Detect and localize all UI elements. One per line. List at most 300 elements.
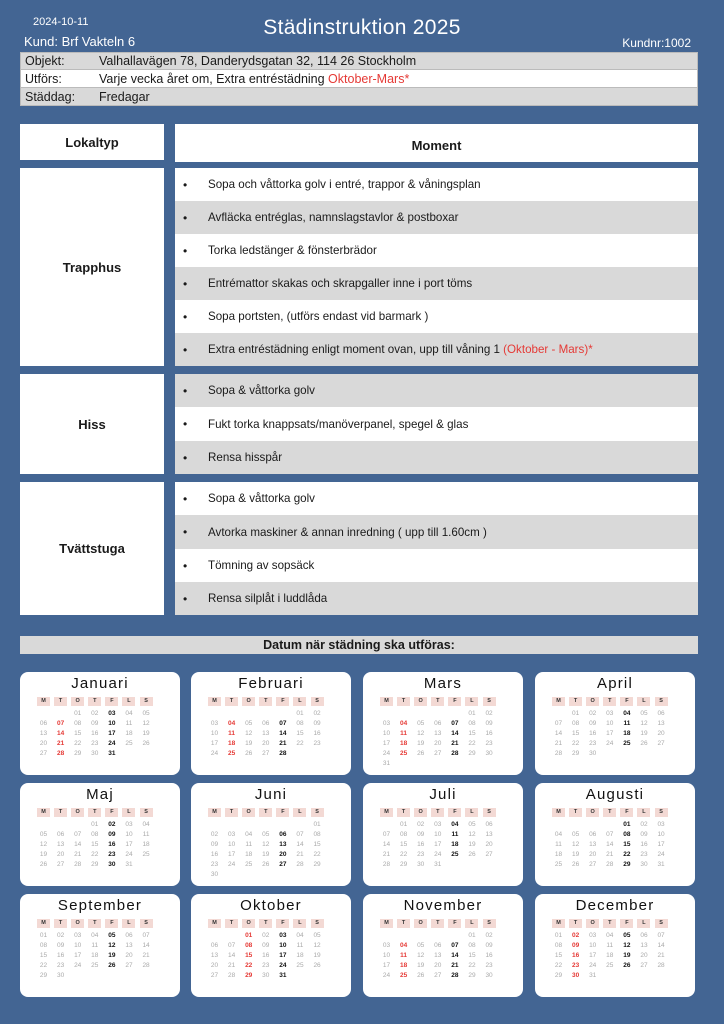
day-cell: 11 <box>245 841 253 848</box>
day-cell: 16 <box>417 841 425 848</box>
day-cell: 05 <box>468 821 476 828</box>
weekday-header <box>380 919 500 928</box>
weekday-label: F <box>448 697 461 706</box>
utfors-label: Utförs: <box>25 71 62 86</box>
month-calendar <box>20 894 180 997</box>
day-cell <box>380 709 393 719</box>
day-cell: 11 <box>228 730 236 737</box>
day-cell: 31 <box>589 972 597 979</box>
day-cell: 06 <box>262 720 270 727</box>
day-cell: 24 <box>434 851 442 858</box>
day-cell: 26 <box>571 861 580 868</box>
day-cell <box>293 971 306 981</box>
bullet-icon: • <box>183 309 188 324</box>
weekday-label: T <box>603 697 616 706</box>
day-cell: 10 <box>589 942 597 949</box>
day-cell: 15 <box>399 841 408 848</box>
day-cell <box>71 820 84 830</box>
weekday-label: T <box>603 919 616 928</box>
staddag-label: Städdag: <box>25 89 76 104</box>
week-row <box>552 971 672 981</box>
day-cell: 05 <box>417 942 425 949</box>
day-cell: 02 <box>210 831 219 838</box>
day-cell: 21 <box>227 962 236 969</box>
weekday-label: O <box>242 919 255 928</box>
day-cell <box>431 759 444 769</box>
day-cell <box>552 820 565 830</box>
day-cell <box>311 749 324 759</box>
day-cell <box>225 820 238 830</box>
week-row <box>380 729 500 739</box>
week-row <box>208 820 328 830</box>
day-cell: 24 <box>108 740 116 747</box>
day-cell: 01 <box>554 932 563 939</box>
day-cell <box>569 820 582 830</box>
day-cell: 25 <box>399 750 408 757</box>
day-cell <box>242 709 255 719</box>
day-cell: 17 <box>108 730 116 737</box>
day-cell: 16 <box>589 730 597 737</box>
day-cell: 09 <box>571 942 580 949</box>
day-cell: 13 <box>262 730 270 737</box>
weekday-label: T <box>54 808 67 817</box>
day-cell: 05 <box>417 720 425 727</box>
day-grid <box>380 931 500 981</box>
week-row <box>208 719 328 729</box>
day-cell <box>620 749 633 759</box>
day-cell: 03 <box>382 942 391 949</box>
day-cell: 23 <box>313 740 321 747</box>
day-cell: 22 <box>571 740 580 747</box>
week-row <box>552 840 672 850</box>
day-cell <box>88 971 101 981</box>
day-cell: 13 <box>434 730 442 737</box>
week-row <box>380 749 500 759</box>
month-calendar <box>535 783 695 886</box>
day-cell: 09 <box>640 831 648 838</box>
month-name: November <box>403 897 483 914</box>
weekday-label: T <box>397 919 410 928</box>
week-row <box>380 719 500 729</box>
day-cell: 25 <box>245 861 253 868</box>
day-cell: 08 <box>313 831 321 838</box>
weekday-header <box>37 697 157 706</box>
day-cell: 07 <box>554 720 563 727</box>
day-cell: 20 <box>39 740 48 747</box>
week-row <box>208 961 328 971</box>
month-name: Mars <box>423 675 463 692</box>
day-cell: 08 <box>91 831 99 838</box>
day-cell: 04 <box>623 710 631 717</box>
bullet-icon: • <box>183 243 188 258</box>
day-cell: 20 <box>640 952 648 959</box>
day-cell: 24 <box>74 962 82 969</box>
day-cell: 01 <box>623 821 631 828</box>
day-cell: 21 <box>142 952 150 959</box>
day-cell: 13 <box>657 720 665 727</box>
day-cell: 17 <box>606 730 614 737</box>
week-row <box>208 749 328 759</box>
day-cell: 16 <box>91 730 99 737</box>
weekday-label: M <box>208 697 221 706</box>
week-row <box>37 709 157 719</box>
day-cell: 15 <box>554 952 563 959</box>
month-calendar <box>535 672 695 775</box>
day-cell: 22 <box>313 851 321 858</box>
weekday-label: M <box>552 808 565 817</box>
day-cell: 11 <box>296 942 304 949</box>
day-cell: 23 <box>91 740 99 747</box>
bullet-icon: • <box>183 450 188 465</box>
day-cell: 30 <box>56 972 65 979</box>
weekday-label: T <box>397 697 410 706</box>
day-cell <box>225 870 238 880</box>
day-cell: 08 <box>399 831 408 838</box>
week-row <box>380 840 500 850</box>
day-cell: 09 <box>485 720 493 727</box>
day-cell: 30 <box>485 750 493 757</box>
day-cell: 27 <box>39 750 48 757</box>
utfors-red-text: Oktober-Mars* <box>328 71 410 86</box>
day-cell: 30 <box>210 871 219 878</box>
day-cell: 16 <box>485 952 493 959</box>
weekday-label: L <box>637 697 650 706</box>
day-cell: 31 <box>108 750 116 757</box>
day-cell: 02 <box>108 821 116 828</box>
day-cell: 01 <box>313 821 321 828</box>
month-name: Juni <box>254 786 288 803</box>
day-grid <box>208 820 328 880</box>
day-cell: 28 <box>554 750 563 757</box>
day-cell: 02 <box>417 821 425 828</box>
day-cell: 14 <box>56 730 65 737</box>
day-cell: 22 <box>468 740 476 747</box>
week-row <box>380 739 500 749</box>
weekday-header <box>552 697 672 706</box>
day-cell: 13 <box>640 942 648 949</box>
day-cell: 19 <box>39 851 48 858</box>
week-row <box>380 860 500 870</box>
day-cell: 02 <box>262 932 270 939</box>
week-row <box>552 739 672 749</box>
day-cell: 25 <box>142 851 150 858</box>
day-cell <box>448 860 461 870</box>
day-cell: 22 <box>74 740 82 747</box>
day-cell <box>311 971 324 981</box>
moment-item: • Rensa silplåt i luddlåda <box>175 582 698 615</box>
day-cell: 05 <box>39 831 48 838</box>
week-row <box>552 931 672 941</box>
bullet-icon: • <box>183 383 188 398</box>
day-cell <box>225 931 238 941</box>
day-cell: 17 <box>125 841 133 848</box>
weekday-label: M <box>37 919 50 928</box>
day-cell: 22 <box>245 962 253 969</box>
week-row <box>208 830 328 840</box>
day-cell: 24 <box>279 962 287 969</box>
day-cell: 07 <box>451 942 459 949</box>
day-cell: 25 <box>296 962 304 969</box>
day-cell <box>483 860 496 870</box>
day-cell: 14 <box>451 730 459 737</box>
day-cell: 20 <box>279 851 287 858</box>
customer-number: Kundnr:1002 <box>622 36 691 50</box>
day-cell: 21 <box>296 851 304 858</box>
week-row <box>552 719 672 729</box>
moment-item <box>175 333 698 366</box>
day-cell: 25 <box>606 962 614 969</box>
day-cell: 07 <box>279 720 287 727</box>
day-cell <box>140 971 153 981</box>
day-cell: 30 <box>91 750 99 757</box>
week-row <box>552 820 672 830</box>
day-cell: 19 <box>571 851 580 858</box>
day-cell: 13 <box>279 841 287 848</box>
weekday-label: T <box>569 919 582 928</box>
day-cell: 11 <box>125 720 133 727</box>
day-cell: 31 <box>279 972 287 979</box>
weekday-header <box>208 697 328 706</box>
day-cell: 01 <box>571 710 580 717</box>
week-row <box>37 951 157 961</box>
day-grid <box>37 709 157 759</box>
month-calendar <box>363 894 523 997</box>
day-cell: 18 <box>399 962 408 969</box>
day-cell: 03 <box>74 932 82 939</box>
day-cell <box>293 820 306 830</box>
weekday-label: M <box>208 919 221 928</box>
day-cell: 18 <box>606 952 614 959</box>
day-cell: 13 <box>589 841 597 848</box>
month-name: Juli <box>429 786 457 803</box>
day-cell <box>259 820 272 830</box>
week-row <box>37 820 157 830</box>
day-grid <box>380 709 500 769</box>
day-cell: 04 <box>91 932 99 939</box>
lokaltyp-trapphus: Trapphus <box>20 168 164 366</box>
day-cell: 23 <box>485 740 493 747</box>
day-cell: 25 <box>623 740 631 747</box>
week-row <box>37 850 157 860</box>
weekday-label: O <box>586 919 599 928</box>
weekday-label: S <box>311 697 324 706</box>
week-row <box>552 830 672 840</box>
day-cell: 28 <box>657 962 665 969</box>
day-cell <box>603 820 616 830</box>
day-cell: 04 <box>451 821 459 828</box>
week-row <box>208 840 328 850</box>
day-cell: 16 <box>571 952 580 959</box>
day-cell: 18 <box>554 851 563 858</box>
weekday-label: T <box>431 808 444 817</box>
day-cell: 27 <box>434 972 442 979</box>
day-cell: 09 <box>210 841 219 848</box>
day-cell: 01 <box>468 710 476 717</box>
day-cell: 30 <box>589 750 597 757</box>
day-cell: 07 <box>606 831 614 838</box>
week-row <box>37 860 157 870</box>
day-cell: 04 <box>554 831 563 838</box>
day-cell: 24 <box>210 750 219 757</box>
week-row <box>37 931 157 941</box>
day-cell: 22 <box>623 851 631 858</box>
weekday-header <box>552 919 672 928</box>
day-cell <box>483 759 496 769</box>
moment-item: • Tömning av sopsäck <box>175 549 698 582</box>
day-grid <box>380 820 500 870</box>
day-cell <box>414 709 427 719</box>
day-cell: 25 <box>91 962 99 969</box>
day-cell: 05 <box>108 932 116 939</box>
day-cell: 02 <box>485 932 493 939</box>
day-cell: 13 <box>434 952 442 959</box>
day-cell: 21 <box>606 851 614 858</box>
day-cell: 18 <box>451 841 459 848</box>
day-cell <box>208 931 221 941</box>
day-cell: 31 <box>434 861 442 868</box>
day-cell: 03 <box>108 710 116 717</box>
month-calendar <box>20 783 180 886</box>
day-cell: 30 <box>485 972 493 979</box>
day-cell: 26 <box>262 861 270 868</box>
day-cell: 02 <box>485 710 493 717</box>
day-cell: 20 <box>262 740 270 747</box>
day-cell <box>465 759 478 769</box>
moment-item: • Sopa och våttorka golv i entré, trappor & våningsplan <box>175 168 698 201</box>
day-cell: 26 <box>417 972 425 979</box>
weekday-label: T <box>88 919 101 928</box>
day-cell: 10 <box>606 720 614 727</box>
moment-item: • Avtorka maskiner & annan inredning ( upp till 1.60cm ) <box>175 515 698 549</box>
day-cell: 04 <box>296 932 304 939</box>
day-cell: 19 <box>468 841 476 848</box>
day-cell: 26 <box>108 962 116 969</box>
day-cell: 23 <box>589 740 597 747</box>
weekday-label: O <box>71 808 84 817</box>
day-cell: 19 <box>417 962 425 969</box>
moment-list-trapphus <box>175 168 698 366</box>
weekday-label: L <box>122 919 135 928</box>
day-cell: 06 <box>657 710 665 717</box>
day-cell <box>259 870 272 880</box>
day-cell: 27 <box>262 750 270 757</box>
day-cell: 27 <box>56 861 65 868</box>
day-cell: 08 <box>554 942 563 949</box>
day-cell: 27 <box>640 962 648 969</box>
day-cell <box>54 820 67 830</box>
day-cell: 14 <box>142 942 150 949</box>
week-row <box>380 961 500 971</box>
day-cell: 24 <box>227 861 236 868</box>
day-cell: 19 <box>108 952 116 959</box>
day-cell: 28 <box>227 972 236 979</box>
day-cell: 10 <box>74 942 82 949</box>
day-cell: 16 <box>56 952 65 959</box>
day-cell: 15 <box>571 730 580 737</box>
week-row <box>552 729 672 739</box>
info-row-staddag <box>20 88 698 106</box>
day-cell: 24 <box>606 740 614 747</box>
day-cell: 27 <box>210 972 219 979</box>
moment-item: • Sopa portsten, (utförs endast vid barmark ) <box>175 300 698 333</box>
day-cell <box>208 709 221 719</box>
day-cell <box>140 749 153 759</box>
day-cell: 11 <box>400 730 408 737</box>
week-row <box>37 971 157 981</box>
week-row <box>37 961 157 971</box>
weekday-header <box>208 808 328 817</box>
day-cell: 11 <box>451 831 459 838</box>
week-row <box>552 951 672 961</box>
day-cell: 23 <box>485 962 493 969</box>
weekday-label: L <box>465 808 478 817</box>
day-cell: 29 <box>39 972 48 979</box>
day-cell: 09 <box>56 942 65 949</box>
day-cell: 06 <box>434 942 442 949</box>
week-row <box>208 971 328 981</box>
day-cell: 26 <box>623 962 631 969</box>
weekday-label: M <box>208 808 221 817</box>
page-title: Städinstruktion 2025 <box>263 16 461 39</box>
day-cell <box>122 749 135 759</box>
weekday-label: F <box>276 808 289 817</box>
weekday-label: L <box>637 919 650 928</box>
bullet-icon: • <box>183 210 188 225</box>
day-cell: 21 <box>279 740 287 747</box>
month-name: December <box>575 897 655 914</box>
weekday-label: T <box>259 697 272 706</box>
day-cell: 19 <box>640 730 648 737</box>
day-cell <box>311 870 324 880</box>
day-cell: 15 <box>245 952 253 959</box>
day-cell <box>293 749 306 759</box>
bullet-icon: • <box>183 177 188 192</box>
weekday-label: S <box>311 808 324 817</box>
day-cell: 20 <box>589 851 597 858</box>
week-row <box>208 860 328 870</box>
day-cell: 03 <box>434 821 442 828</box>
week-row <box>380 820 500 830</box>
day-cell: 01 <box>245 932 253 939</box>
day-cell: 23 <box>56 962 65 969</box>
day-cell: 06 <box>589 831 597 838</box>
day-cell: 12 <box>108 942 116 949</box>
day-cell: 28 <box>451 750 459 757</box>
weekday-label: O <box>414 808 427 817</box>
day-cell: 29 <box>399 861 408 868</box>
bullet-icon: • <box>183 342 188 357</box>
day-cell: 03 <box>382 720 391 727</box>
day-cell: 06 <box>640 932 648 939</box>
day-cell: 14 <box>296 841 304 848</box>
day-cell <box>276 709 289 719</box>
month-calendar <box>191 783 351 886</box>
week-row <box>552 850 672 860</box>
day-cell: 15 <box>39 952 48 959</box>
day-cell: 30 <box>571 972 580 979</box>
day-cell: 04 <box>399 720 408 727</box>
day-cell: 12 <box>623 942 631 949</box>
day-cell: 23 <box>108 851 116 858</box>
day-cell: 17 <box>227 851 236 858</box>
day-cell: 16 <box>108 841 116 848</box>
day-cell: 29 <box>313 861 321 868</box>
moment-item: • Rensa hisspår <box>175 441 698 474</box>
weekday-label: L <box>122 697 135 706</box>
bullet-icon: • <box>183 417 188 431</box>
day-cell: 27 <box>589 861 597 868</box>
lokaltyp-hiss: Hiss <box>20 374 164 474</box>
